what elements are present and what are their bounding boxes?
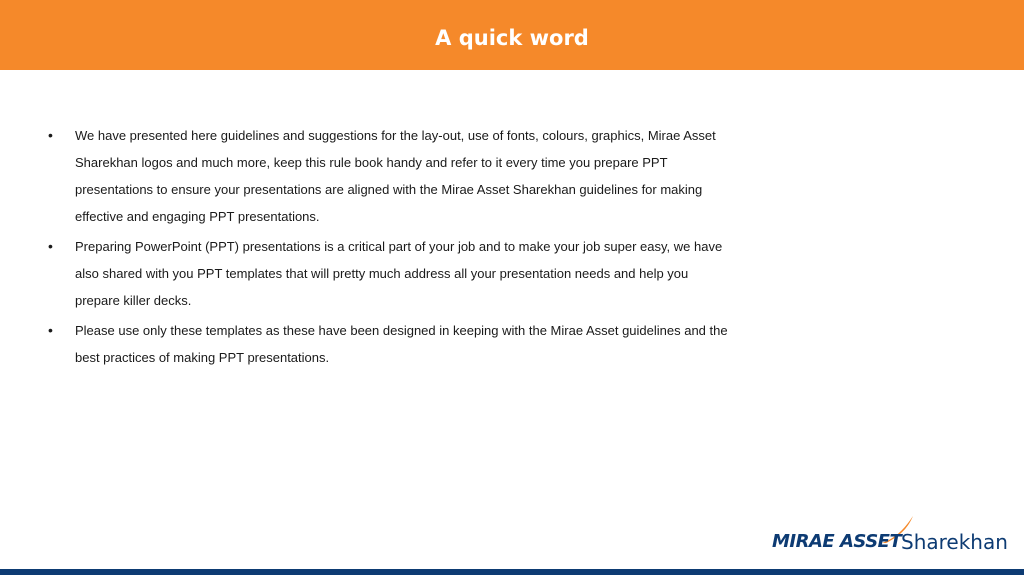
bullet-dot-icon: •	[48, 238, 53, 254]
logo-word-mirae-asset: MIRAE ASSET	[772, 531, 902, 552]
bullet-item	[48, 122, 728, 230]
bullet-item	[48, 233, 728, 314]
bullet-text: Please use only these templates as these have been designed in keeping with the Mirae Asset guidelines and the best practices of making PPT presentations.	[75, 323, 728, 365]
footer-band	[0, 569, 1024, 575]
bullet-text: We have presented here guidelines and suggestions for the lay-out, use of fonts, colours, graphics, Mirae Asset Sharekhan logos and much more, keep this rule book handy and refer to it every time you prepare PPT presentations to ensure your presentations are aligned with the Mirae Asset Sharekhan guidelines for making effective and engaging PPT presentations.	[75, 128, 716, 224]
bullet-dot-icon: •	[48, 322, 53, 338]
logo-word-sharekhan: Sharekhan	[901, 530, 1008, 554]
slide-title: A quick word	[435, 26, 589, 50]
bullet-dot-icon: •	[48, 127, 53, 143]
bullet-text: Preparing PowerPoint (PPT) presentations is a critical part of your job and to make your job super easy, we have also shared with you PPT templates that will pretty much address all your presentation needs and help you prepare killer decks.	[75, 239, 723, 308]
mirae-asset-sharekhan-logo	[772, 514, 1008, 556]
bullet-item	[48, 317, 728, 371]
bullet-list	[48, 122, 728, 374]
